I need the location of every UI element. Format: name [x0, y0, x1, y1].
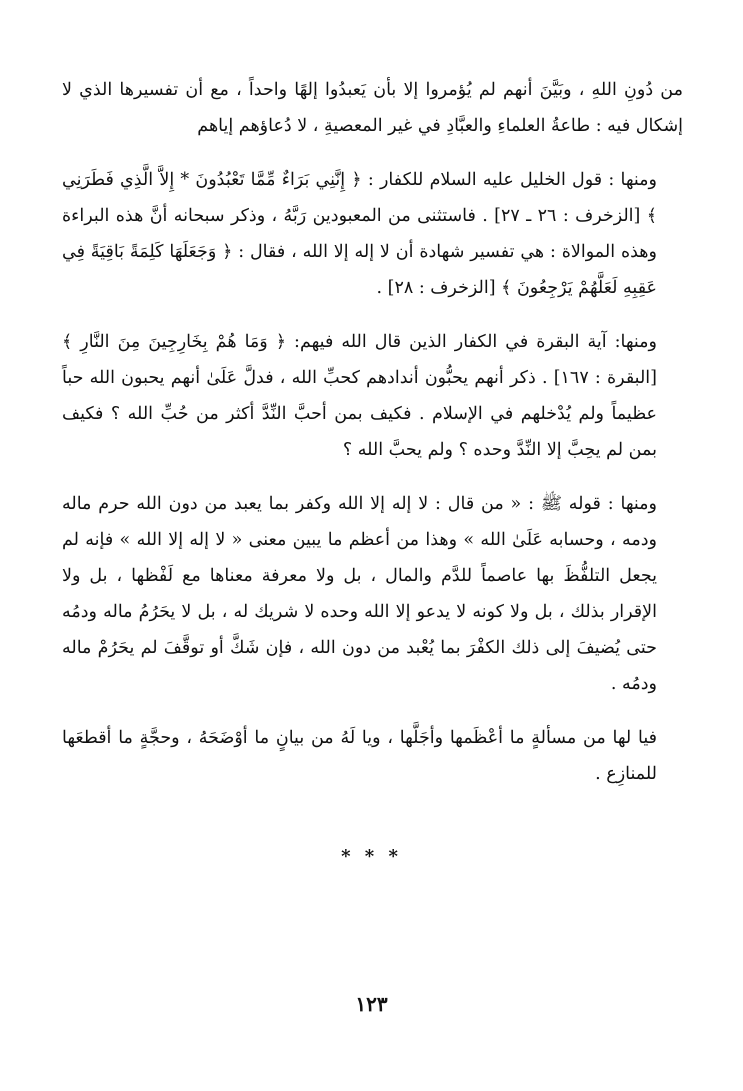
- paragraph-khalil-verse: ومنها : قول الخليل عليه السلام للكفار : ﴿ إِنَّنِي بَرَاءٌ مِّمَّا تَعْبُدُونَ * إِلاَّ الَّذِي فَطَرَنِي ﴾ [الزخرف : ٢٦ ـ ٢٧] . فاستثنى من المعبودين رَبَّهُ ، وذكر سبحانه أنَّ هذه البراءة وهذه الموالاة : هي تفسير شهادة أن لا إله إلا الله ، فقال : ﴿ وَجَعَلَهَا كَلِمَةً بَاقِيَةً فِي عَقِبِهِ لَعَلَّهُمْ يَرْجِعُونَ ﴾ [الزخرف : ٢٨] .: [62, 170, 657, 298]
- page-number: ١٢٣: [355, 992, 388, 1016]
- page-text: [62, 72, 683, 792]
- paragraph-hadith: ومنها : قوله ﷺ : « من قال : لا إله إلا الله وكفر بما يعبد من دون الله حرم ماله ودمه ، وحسابه عَلَىٰ الله » وهذا من أعظم ما يبين معنى « لا إله إلا الله » فإنه لم يجعل التلفُّظَ بها عاصماً للدَّم والمال ، بل ولا معرفة معناها مع لَفْظها ، بل ولا الإقرار بذلك ، بل ولا كونه لا يدعو إلا الله وحده لا شريك له ، بل لا يحَرُمُ ماله ودمُه حتى يُضيفَ إلى ذلك الكفْرَ بما يُعْبد من دون الله ، فإن شَكَّ أو توقَّفَ لم يحَرُمْ ماله ودمُه .: [62, 494, 657, 694]
- section-divider: * * *: [341, 846, 402, 867]
- paragraph-baqara-verse: ومنها: آية البقرة في الكفار الذين قال الله فيهم: ﴿ وَمَا هُمْ بِخَارِجِينَ مِنَ النَّارِ ﴾ [البقرة : ١٦٧] . ذكر أنهم يحبُّون أندادهم كحبِّ الله ، فدلَّ عَلَىٰ أنهم يحبون الله حباً عظيماً ولم يُدْخلهم في الإسلام . فكيف بمن أحبَّ النِّدَّ أكثر من حُبِّ الله ؟ فكيف بمن لم يحِبَّ إلا النِّدَّ وحده ؟ ولم يحبَّ الله ؟: [62, 332, 657, 460]
- paragraph-continuation: من دُونِ اللهِ ، وبَيَّنَ أنهم لم يُؤمروا إلا بأن يَعبدُوا إلهًا واحداً ، مع أن تفسيرها الذي لا إشكال فيه : طاعةُ العلماءِ والعبَّادِ في غير المعصيةِ ، لا دُعاؤهم إياهم: [62, 80, 683, 136]
- paragraph-conclusion: فيا لها من مسألةٍ ما أعْظَمها وأجَلَّها ، ويا لَهُ من بيانٍ ما أوْضَحَهُ ، وحجَّةٍ ما أقطعَها للمنازِع .: [62, 728, 657, 784]
